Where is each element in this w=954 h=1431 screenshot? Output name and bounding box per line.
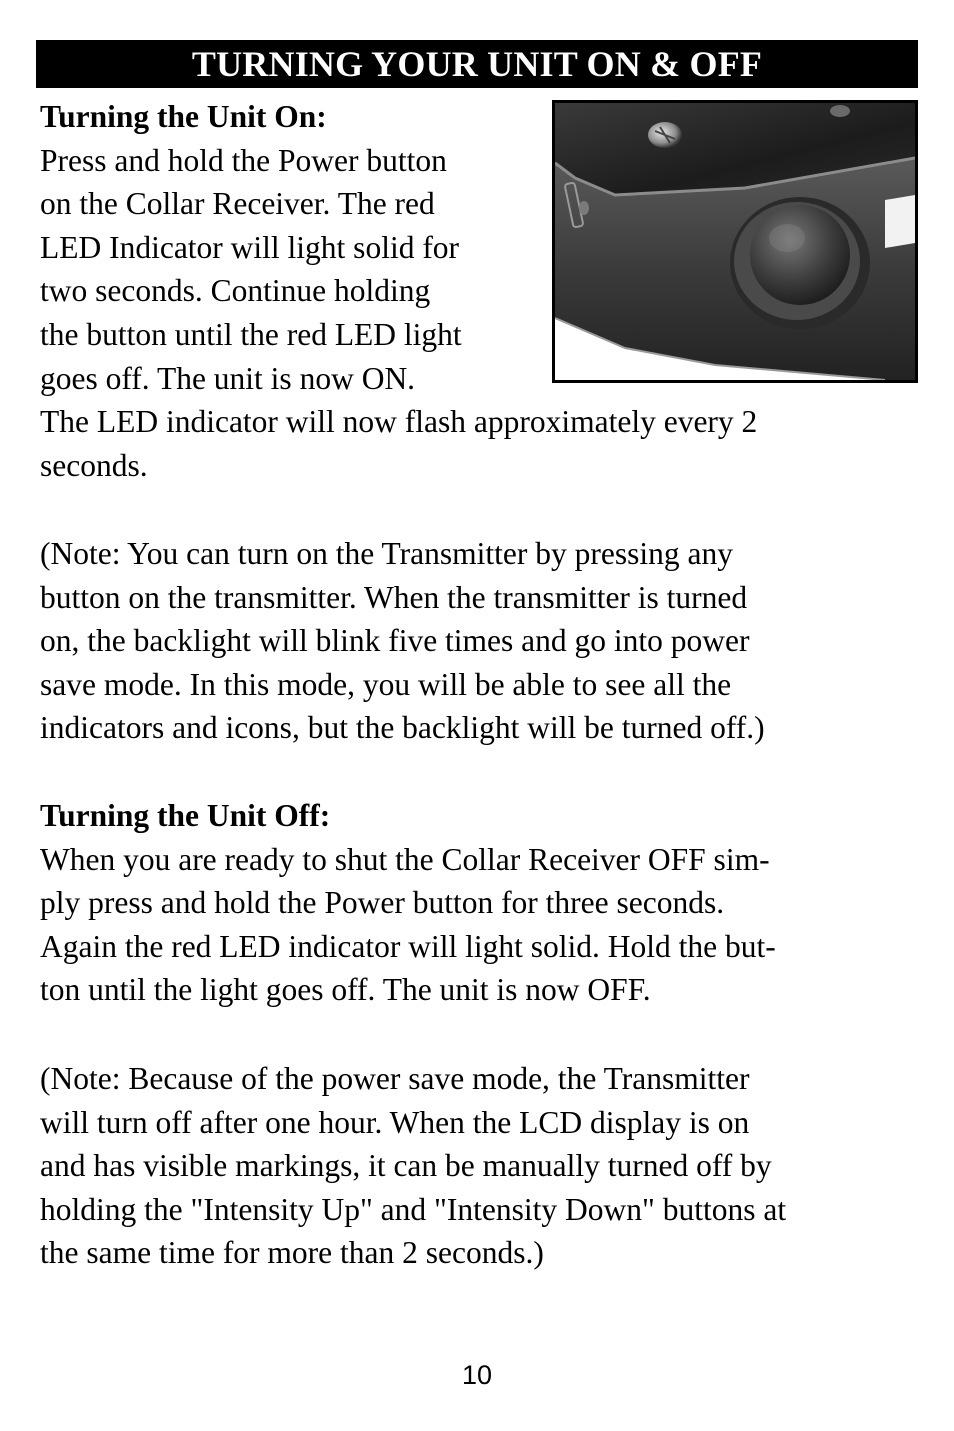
note-line: indicators and icons, but the backlight will be turned off.) (40, 710, 765, 746)
page-number: 10 (461, 1360, 493, 1390)
note-line: save mode. In this mode, you will be able to see all the (40, 666, 732, 702)
note-line: on, the backlight will blink five times and go into power (40, 623, 750, 659)
body-line: the button until the red LED light (40, 316, 462, 352)
note-line: holding the "Intensity Up" and "Intensity Down" buttons at (40, 1191, 787, 1227)
turning-off-section (40, 794, 776, 1012)
note-line: will turn off after one hour. When the LCD display is on (40, 1104, 750, 1140)
body-line: Again the red LED indicator will light solid. Hold the but- (40, 928, 776, 964)
turning-on-section (40, 95, 757, 487)
body-line: LED Indicator will light solid for (40, 229, 460, 265)
page-title: TURNING YOUR UNIT ON & OFF (36, 40, 918, 88)
section-heading-off: Turning the Unit Off: (40, 798, 331, 833)
body-line: on the Collar Receiver. The red (40, 186, 435, 222)
body-line: The LED indicator will now flash approximately every 2 (40, 404, 758, 440)
body-line: seconds. (40, 447, 148, 483)
note-line: (Note: Because of the power save mode, the Transmitter (40, 1061, 750, 1096)
note-line: and has visible markings, it can be manually turned off by (40, 1148, 772, 1184)
body-line: Press and hold the Power button (40, 142, 447, 178)
note-line: button on the transmitter. When the transmitter is turned (40, 579, 748, 615)
body-line: When you are ready to shut the Collar Receiver OFF sim- (40, 841, 770, 877)
body-line: goes off. The unit is now ON. (40, 360, 416, 396)
transmitter-off-note (40, 1057, 786, 1275)
body-line: ton until the light goes off. The unit is now OFF. (40, 972, 651, 1008)
section-heading-on: Turning the Unit On: (40, 99, 327, 134)
note-line: (Note: You can turn on the Transmitter by pressing any (40, 536, 733, 571)
note-line: the same time for more than 2 seconds.) (40, 1235, 544, 1271)
body-line: two seconds. Continue holding (40, 273, 431, 309)
body-line: ply press and hold the Power button for three seconds. (40, 885, 725, 921)
transmitter-on-note (40, 532, 765, 750)
